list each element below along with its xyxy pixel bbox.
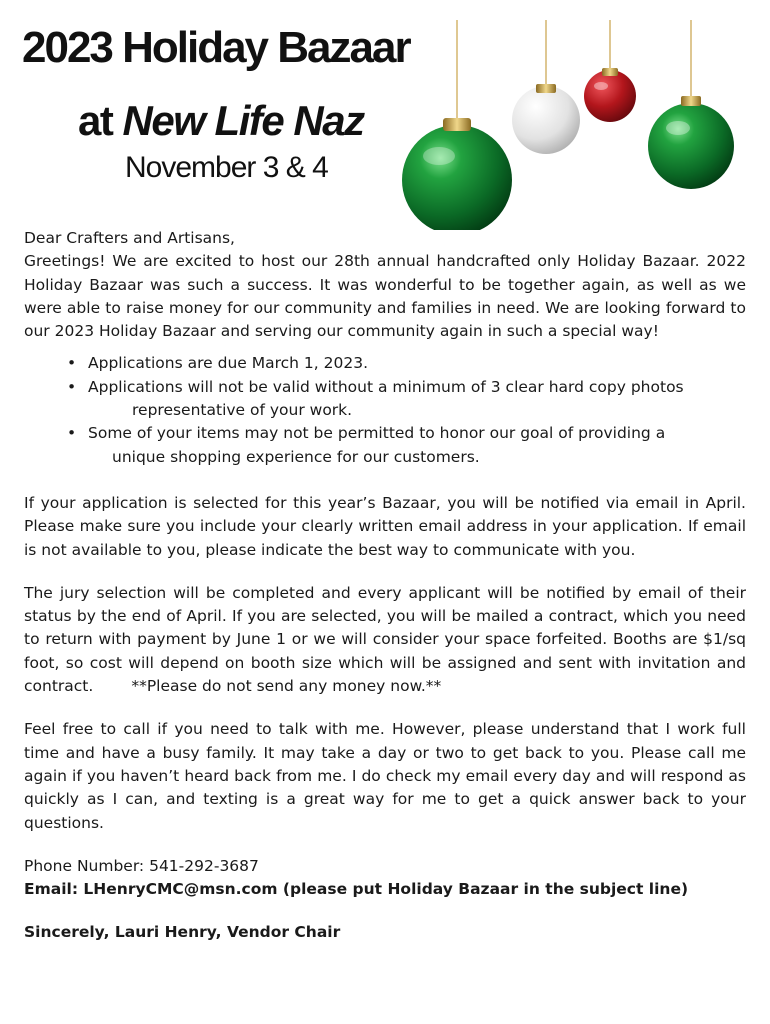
list-item-text: Applications will not be valid without a minimum of 3 clear hard copy photos [88,377,684,396]
green-ornament-small [648,96,734,189]
email-line: Email: LHenryCMC@msn.com (please put Holiday Bazaar in the subject line) [24,880,689,899]
selection-paragraph: If your application is selected for this year’s Bazaar, you will be notified via email in April. Please make sure you include your clearly written email address in your application. If email is not available to you, please indicate the best way to communicate with you. [24,493,746,559]
requirements-list [24,352,746,468]
no-money-note: **Please do not send any money now.** [131,677,442,696]
signoff: Sincerely, Lauri Henry, Vendor Chair [24,923,341,942]
list-item [24,422,746,469]
salutation: Dear Crafters and Artisans, [24,229,235,247]
phone-number: Phone Number: 541-292-3687 [24,856,259,875]
red-ornament [584,68,636,122]
letter-body [24,227,746,945]
jury-text: The jury selection will be completed and every applicant will be notified by email of their status by the end of April. If you are selected, you will be mailed a contract, which you need to return with payment by June 1 or we will consider your space forfeited. Booths are $1/sq foot, so cost will depend on booth size which will be assigned and sent with invitation and contract. [24,583,746,696]
title-line-2-prefix: at [78,97,123,144]
title-line-1: 2023 Holiday Bazaar [22,23,410,72]
intro-paragraph: Greetings! We are excited to host our 28th annual handcrafted only Holiday Bazaar. 2022 Holiday Bazaar was such a success. It was wonderful to be together again, as well as we were able to raise money for our community and families in need. We are looking forward to our 2023 Holiday Bazaar and serving our community again in such a special way! [24,252,746,341]
list-item-continuation: representative of your work. [132,401,353,420]
title-line-2 [78,97,364,144]
list-item-text: Some of your items may not be permitted to honor our goal of providing a [88,424,666,443]
christmas-ornaments-image [395,20,745,230]
list-item-text: Applications are due March 1, 2023. [88,354,368,373]
jury-paragraph [24,582,746,698]
list-item [24,352,746,375]
list-item-continuation: unique shopping experience for our customers. [112,447,480,466]
white-ornament [512,84,580,154]
green-ornament-large [402,118,512,230]
contact-paragraph: Feel free to call if you need to talk with me. However, please understand that I work full time and have a busy family. It may take a day or two to get back to you. Please call me again if you haven’t heard back from me. I do check my email every day and will respond as quickly as I can, and texting is a great way for me to get a quick answer back to your questions. [24,720,746,832]
church-name: New Life Naz [122,97,364,144]
list-item [24,376,746,423]
event-dates: November 3 & 4 [125,151,328,184]
